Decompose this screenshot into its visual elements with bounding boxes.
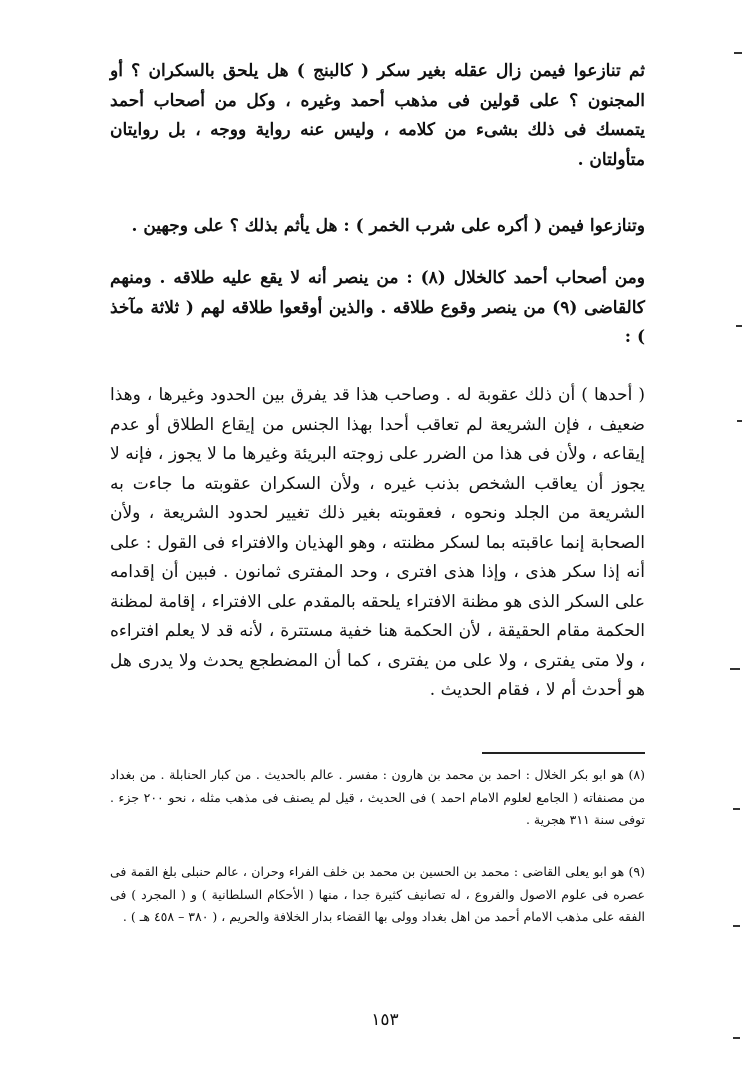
scan-mark [733, 808, 740, 810]
scan-mark [736, 325, 742, 327]
scan-mark [733, 1037, 740, 1039]
scan-mark [733, 925, 740, 927]
paragraph-1: ثم تنازعوا فيمن زال عقله بغير سكر ( كالبنج ) هل يلحق بالسكران ؟ أو المجنون ؟ على قولين فى مذهب أحمد وغيره ، وكل من أصحاب أحمد يتمسك فى ذلك بشىء من كلامه ، وليس عنه رواية ووجه ، بل روايتان متأولتان . [110, 61, 645, 170]
scan-mark [737, 420, 742, 422]
paragraph-2: وتنازعوا فيمن ( أكره على شرب الخمر ) : هل يأثم بذلك ؟ على وجهين . [131, 216, 645, 236]
paragraph-4: ( أحدها ) أن ذلك عقوبة له . وصاحب هذا قد يفرق بين الحدود وغيرها ، وهذا ضعيف ، فإن الشريعة لم تعاقب أحدا بهذا الجنس من إيقاع الطلاق أو عدم إيقاعه ، ولأن فى هذا من الضرر على زوجته البريئة وغيرها ما لا يجوز ، فإنه لا يجوز أن يعاقب الشخص بذنب غيره ، ولأن السكران عقوبته ما جاءت به الشريعة من الجلد ونحوه ، فعقوبته بغير ذلك تغيير لحدود الشريعة ، ولأن الصحابة إنما عاقبته بما لسكر مظنته ، وهو الهذيان والافتراء فى القول : على أنه إذا سكر هذى ، وإذا هذى افترى ، وحد المفترى ثمانون . فبين أن إقدامه على السكر الذى هو مظنة الافتراء يلحقه بالمقدم على الافتراء ، إقامة لمظنة الحكمة مقام الحقيقة ، لأن الحكمة هنا خفية مستترة ، لأنه قد لا يعلم افتراءه ، ولا متى يفترى ، ولا على من يفترى ، كما أن المضطجع يحدث ولا يدرى هل هو أحدث أم لا ، فقام الحديث . [110, 385, 645, 700]
page-number: ١٥٣ [371, 1010, 399, 1030]
paragraph-3: ومن أصحاب أحمد كالخلال (٨) : من ينصر أنه لا يقع عليه طلاقه . ومنهم كالقاضى (٩) من ينصر وقوع طلاقه . والذين أوقعوا طلاقه لهم ( ثلاثة مآخذ ) : [110, 268, 645, 347]
footnote-divider [482, 752, 645, 754]
footnote-8: (٨) هو ابو بكر الخلال : احمد بن محمد بن هارون : مفسر . عالم بالحديث . من كبار الحنابلة . من بغداد من مصنفاته ( الجامع لعلوم الامام احمد ) فى الحديث ، قيل لم يصنف فى مذهب مثله ، نحو ٢٠٠ جزء . توفى سنة ٣١١ هجرية . [110, 767, 646, 827]
scan-mark [730, 668, 740, 670]
scan-mark [734, 52, 742, 54]
footnote-9: (٩) هو ابو يعلى القاضى : محمد بن الحسين بن محمد بن خلف الفراء وحران ، عالم حنبلى بلغ القمة فى عصره فى علوم الاصول والفروع ، له تصانيف كثيرة جدا ، منها ( الأحكام السلطانية ) و ( المجرد ) فى الفقه على مذهب الامام أحمد من اهل بغداد وولى بها القضاء بدار الخلافة والحريم ، ( ٣٨٠ – ٤٥٨ هـ ) . [110, 864, 645, 924]
